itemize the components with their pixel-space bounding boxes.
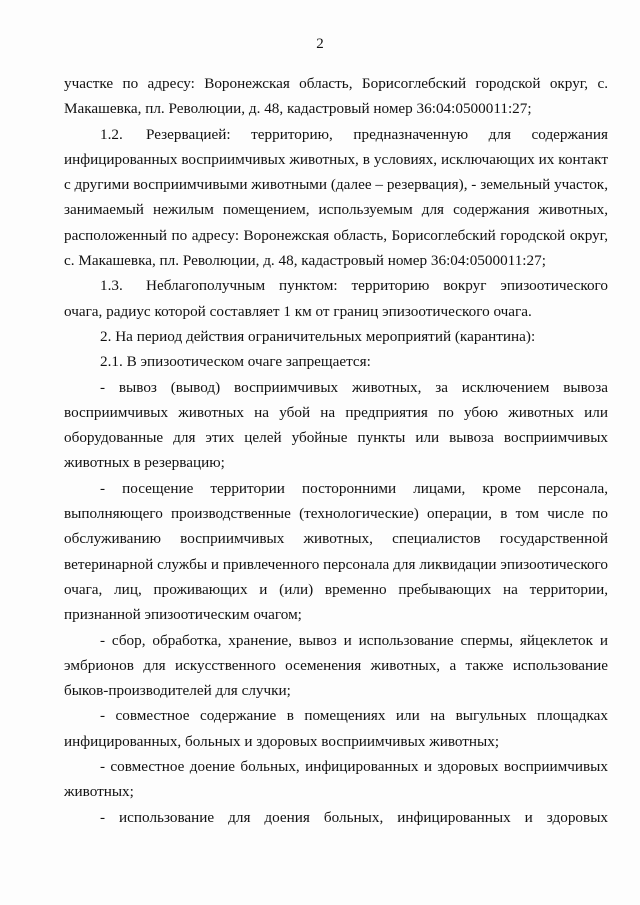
list-item-visit-ban: - посещение территории посторонними лицами, кроме персонала, выполняющего производственные (технологические) операции, в том числе по обслуживанию восприимчивых животных, специалистов государственной ветеринарной службы и привлеченного персонала для ликвидации эпизоотического очага, лиц, проживающих и (или) временно пребывающих на территории, признанной эпизоотическим очагом;: [64, 479, 608, 624]
clause-number: 1.3.: [100, 277, 123, 295]
paragraph-continuation: участке по адресу: Воронежская область, Борисоглебский городской округ, с. Макашевка, пл. Революции, д. 48, кадастровый номер 36:04:0500011:27;: [64, 75, 608, 118]
list-item-joint-keeping-ban: - совместное содержание в помещениях или на выгульных площадках инфицированных, больных и здоровых восприимчивых животных;: [64, 707, 608, 750]
document-body: [64, 71, 608, 830]
page-number: 2: [316, 36, 324, 52]
list-item-semen-ban: - сбор, обработка, хранение, вывоз и использование спермы, яйцеклеток и эмбрионов для искусственного осеменения животных, а также использование быков-производителей для случки;: [64, 631, 608, 700]
list-item-export-ban: - вывоз (вывод) восприимчивых животных, за исключением вывоза восприимчивых животных на убой на предприятия по убою животных или оборудованные для этих целей убойные пункты или вывоза восприимчивых животных в резервацию;: [64, 378, 608, 472]
paragraph-1-3: [64, 273, 608, 324]
paragraph-2: 2. На период действия ограничительных мероприятий (карантина):: [100, 327, 536, 345]
list-item-joint-milking-ban: - совместное доение больных, инфицированных и здоровых восприимчивых животных;: [64, 758, 608, 801]
paragraph-2-1: 2.1. В эпизоотическом очаге запрещается:: [100, 353, 371, 371]
list-item-milking-equipment-ban: - использование для доения больных, инфицированных и здоровых: [100, 808, 608, 826]
clause-text: Резервацией: территорию, предназначенную для содержания инфицированных восприимчивых животных, в условиях, исключающих их контакт с другими восприимчивыми животными (далее – резервация), - земельный участок, занимаемый нежилым помещением, используемым для содержания животных, расположенный по адресу: Воронежская область, Борисоглебский городской округ, с. Макашевка, пл. Революции, д. 48, кадастровый номер 36:04:0500011:27;: [64, 125, 608, 270]
clause-number: 1.2.: [100, 125, 123, 143]
clause-text: Неблагополучным пунктом: территорию вокруг эпизоотического очага, радиус которой составляет 1 км от границ эпизоотического очага.: [64, 277, 608, 320]
paragraph-1-2: [64, 122, 608, 274]
